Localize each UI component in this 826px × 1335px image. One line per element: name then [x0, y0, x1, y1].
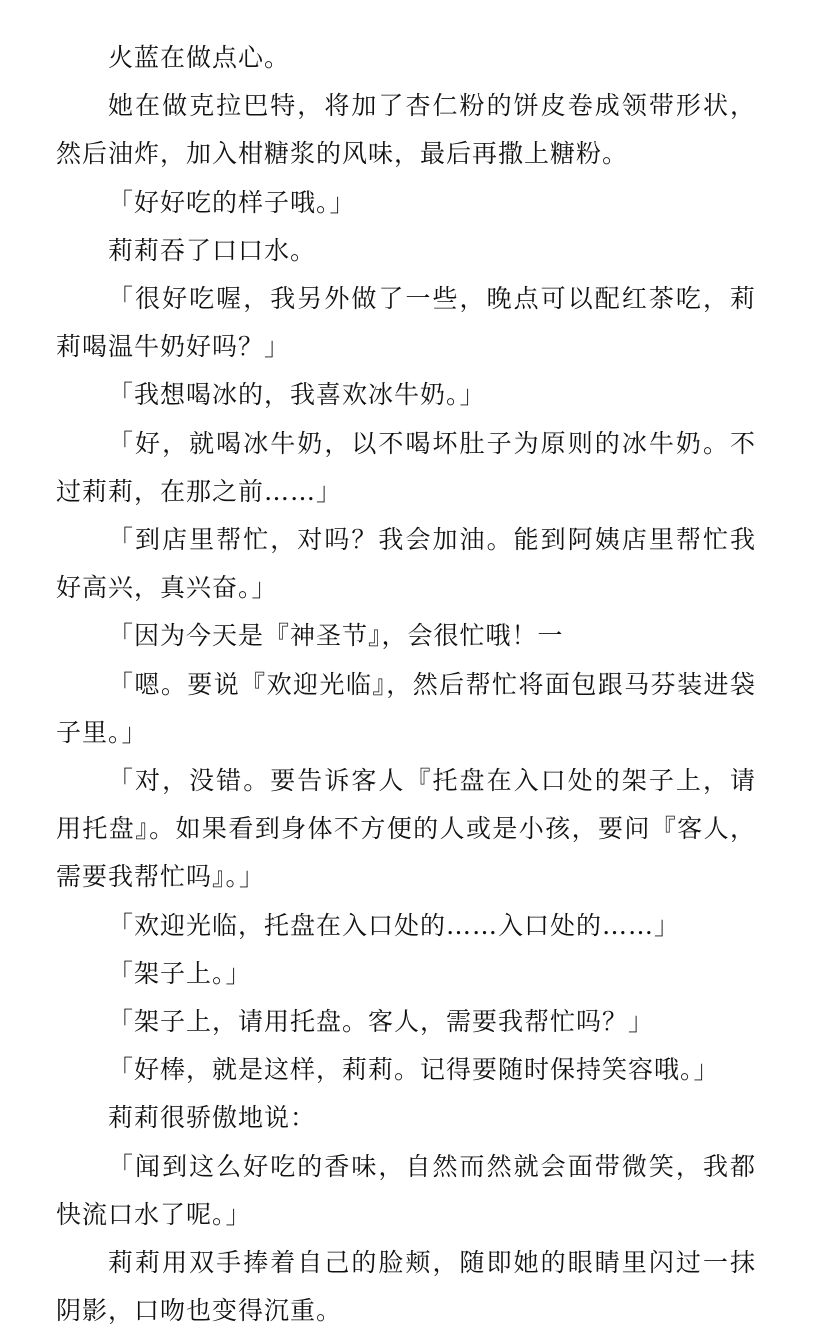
paragraph-12: 「欢迎光临，托盘在入口处的……入口处的……」	[108, 910, 681, 940]
paragraph-7: 「好，就喝冰牛奶，以不喝坏肚子为原则的冰牛奶。不过莉莉，在那之前……」	[56, 428, 756, 506]
paragraph-10: 「嗯。要说『欢迎光临』，然后帮忙将面包跟马芬装进袋子里。」	[56, 669, 756, 747]
paragraph-18: 莉莉用双手捧着自己的脸颊，随即她的眼睛里闪过一抹阴影，口吻也变得沉重。	[56, 1248, 756, 1326]
paragraph-11: 「对，没错。要告诉客人『托盘在入口处的架子上，请用托盘』。如果看到身体不方便的人或是小孩，要问『客人，需要我帮忙吗』。」	[56, 766, 756, 892]
paragraph-6: 「我想喝冰的，我喜欢冰牛奶。」	[108, 380, 486, 410]
paragraph-14: 「架子上，请用托盘。客人，需要我帮忙吗？」	[108, 1007, 655, 1037]
paragraph-16: 莉莉很骄傲地说：	[108, 1103, 317, 1133]
body-text	[56, 34, 756, 1335]
paragraph-1: 火蓝在做点心。	[108, 43, 291, 72]
paragraph-4: 莉莉吞了口口水。	[108, 235, 317, 265]
paragraph-8: 「到店里帮忙，对吗？我会加油。能到阿姨店里帮忙我好高兴，真兴奋。」	[56, 525, 756, 603]
paragraph-2: 她在做克拉巴特，将加了杏仁粉的饼皮卷成领带形状，然后油炸，加入柑糖浆的风味，最后再撒上糖粉。	[56, 91, 756, 169]
paragraph-3: 「好好吃的样子哦。」	[108, 187, 356, 217]
paragraph-13: 「架子上。」	[108, 958, 252, 988]
paragraph-9: 「因为今天是『神圣节』，会很忙哦！一	[108, 621, 564, 651]
paragraph-5: 「很好吃喔，我另外做了一些，晚点可以配红茶吃，莉莉喝温牛奶好吗？」	[56, 284, 756, 362]
paragraph-17: 「闻到这么好吃的香味，自然而然就会面带微笑，我都快流口水了呢。」	[56, 1151, 756, 1229]
paragraph-15: 「好棒，就是这样，莉莉。记得要随时保持笑容哦。」	[108, 1055, 720, 1085]
